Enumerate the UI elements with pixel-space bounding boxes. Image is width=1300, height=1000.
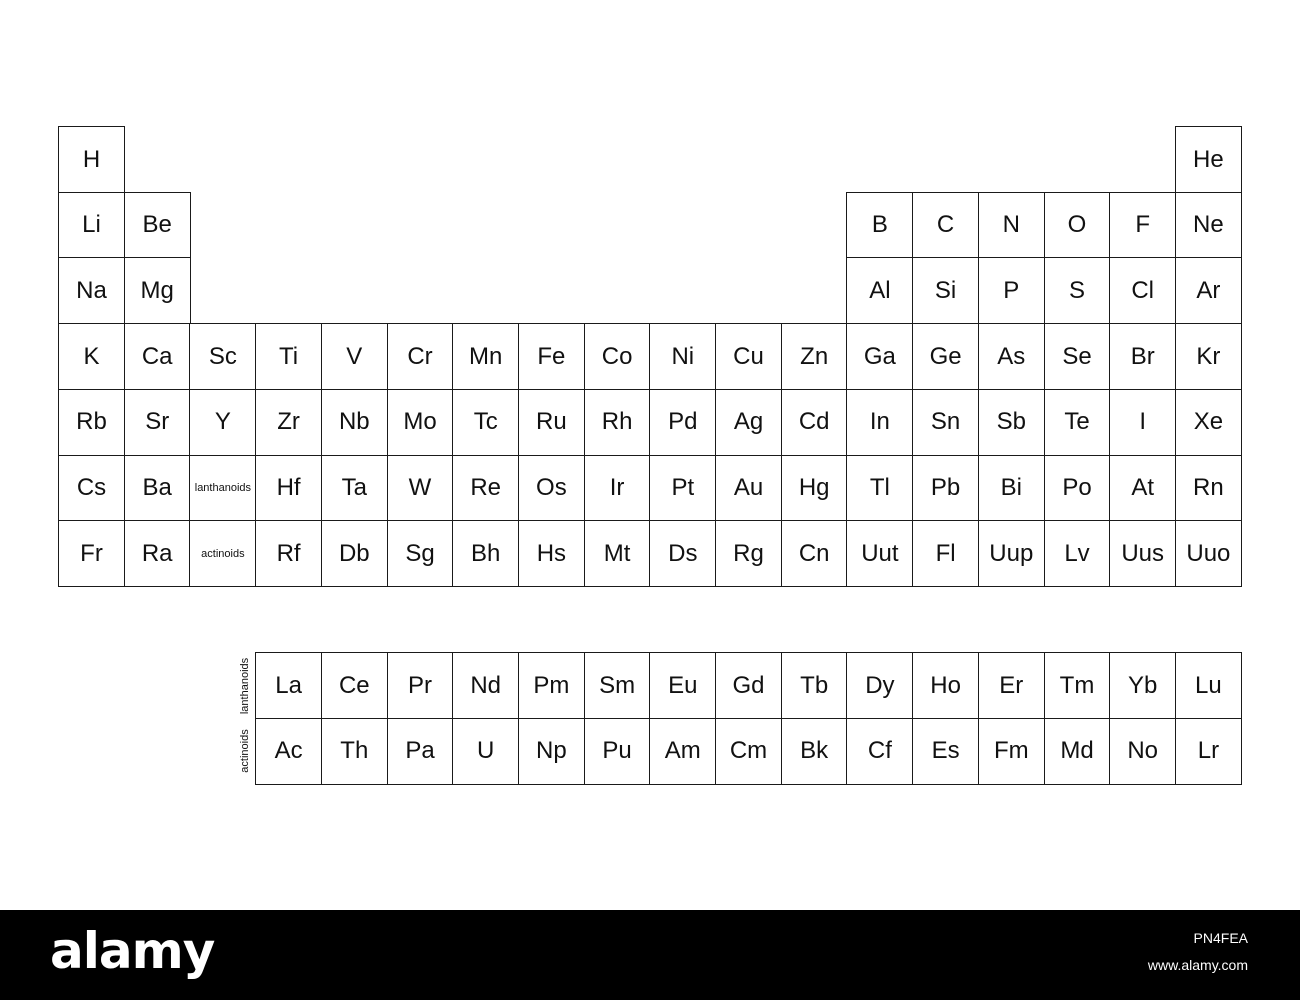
element-th: Th <box>321 718 388 785</box>
element-hg: Hg <box>781 455 848 522</box>
element-o: O <box>1044 192 1111 259</box>
element-ar: Ar <box>1175 257 1242 324</box>
element-nb: Nb <box>321 389 388 456</box>
element-be: Be <box>124 192 191 259</box>
element-re: Re <box>452 455 519 522</box>
f-block-label-actinoids: actinoids <box>239 729 252 773</box>
element-uup: Uup <box>978 520 1045 587</box>
element-cn: Cn <box>781 520 848 587</box>
element-zr: Zr <box>255 389 322 456</box>
element-mn: Mn <box>452 323 519 390</box>
element-ta: Ta <box>321 455 388 522</box>
element-nd: Nd <box>452 652 519 719</box>
element-lr: Lr <box>1175 718 1242 785</box>
element-au: Au <box>715 455 782 522</box>
element-mo: Mo <box>387 389 454 456</box>
element-al: Al <box>846 257 913 324</box>
element-ac: Ac <box>255 718 322 785</box>
watermark-footer <box>0 910 1300 1000</box>
element-ag: Ag <box>715 389 782 456</box>
element-li: Li <box>58 192 125 259</box>
element-at: At <box>1109 455 1176 522</box>
element-w: W <box>387 455 454 522</box>
element-br: Br <box>1109 323 1176 390</box>
element-s: S <box>1044 257 1111 324</box>
element-rb: Rb <box>58 389 125 456</box>
element-ra: Ra <box>124 520 191 587</box>
element-in: In <box>846 389 913 456</box>
element-cs: Cs <box>58 455 125 522</box>
element-am: Am <box>649 718 716 785</box>
element-no: No <box>1109 718 1176 785</box>
element-ni: Ni <box>649 323 716 390</box>
element-rf: Rf <box>255 520 322 587</box>
element-sc: Sc <box>189 323 256 390</box>
element-ge: Ge <box>912 323 979 390</box>
placeholder-actinoids: actinoids <box>189 520 256 587</box>
element-bi: Bi <box>978 455 1045 522</box>
element-ga: Ga <box>846 323 913 390</box>
element-dy: Dy <box>846 652 913 719</box>
element-ce: Ce <box>321 652 388 719</box>
element-yb: Yb <box>1109 652 1176 719</box>
element-cd: Cd <box>781 389 848 456</box>
placeholder-lanthanoids: lanthanoids <box>189 455 256 522</box>
element-ne: Ne <box>1175 192 1242 259</box>
element-db: Db <box>321 520 388 587</box>
element-mg: Mg <box>124 257 191 324</box>
element-mt: Mt <box>584 520 651 587</box>
element-y: Y <box>189 389 256 456</box>
element-k: K <box>58 323 125 390</box>
element-kr: Kr <box>1175 323 1242 390</box>
element-te: Te <box>1044 389 1111 456</box>
alamy-logo: alamy <box>50 922 215 980</box>
element-ca: Ca <box>124 323 191 390</box>
element-ho: Ho <box>912 652 979 719</box>
element-sr: Sr <box>124 389 191 456</box>
element-rh: Rh <box>584 389 651 456</box>
element-hs: Hs <box>518 520 585 587</box>
element-as: As <box>978 323 1045 390</box>
element-fl: Fl <box>912 520 979 587</box>
element-pm: Pm <box>518 652 585 719</box>
element-cr: Cr <box>387 323 454 390</box>
element-bh: Bh <box>452 520 519 587</box>
element-tc: Tc <box>452 389 519 456</box>
element-hf: Hf <box>255 455 322 522</box>
element-si: Si <box>912 257 979 324</box>
image-id: PN4FEA <box>1193 930 1248 946</box>
element-se: Se <box>1044 323 1111 390</box>
element-ds: Ds <box>649 520 716 587</box>
element-f: F <box>1109 192 1176 259</box>
element-po: Po <box>1044 455 1111 522</box>
element-zn: Zn <box>781 323 848 390</box>
element-ru: Ru <box>518 389 585 456</box>
element-cu: Cu <box>715 323 782 390</box>
element-eu: Eu <box>649 652 716 719</box>
element-pb: Pb <box>912 455 979 522</box>
element-ti: Ti <box>255 323 322 390</box>
element-bk: Bk <box>781 718 848 785</box>
element-n: N <box>978 192 1045 259</box>
element-na: Na <box>58 257 125 324</box>
element-rg: Rg <box>715 520 782 587</box>
element-fm: Fm <box>978 718 1045 785</box>
element-tl: Tl <box>846 455 913 522</box>
element-gd: Gd <box>715 652 782 719</box>
element-la: La <box>255 652 322 719</box>
element-ir: Ir <box>584 455 651 522</box>
element-xe: Xe <box>1175 389 1242 456</box>
element-pu: Pu <box>584 718 651 785</box>
element-ba: Ba <box>124 455 191 522</box>
element-c: C <box>912 192 979 259</box>
element-p: P <box>978 257 1045 324</box>
element-pt: Pt <box>649 455 716 522</box>
f-block-label-lanthanoids: lanthanoids <box>239 657 252 714</box>
element-b: B <box>846 192 913 259</box>
element-uuo: Uuo <box>1175 520 1242 587</box>
element-u: U <box>452 718 519 785</box>
element-h: H <box>58 126 125 193</box>
element-uut: Uut <box>846 520 913 587</box>
footer-url: www.alamy.com <box>1147 957 1248 973</box>
element-sn: Sn <box>912 389 979 456</box>
element-md: Md <box>1044 718 1111 785</box>
element-np: Np <box>518 718 585 785</box>
element-cl: Cl <box>1109 257 1176 324</box>
element-sg: Sg <box>387 520 454 587</box>
element-fe: Fe <box>518 323 585 390</box>
element-i: I <box>1109 389 1176 456</box>
element-pa: Pa <box>387 718 454 785</box>
element-es: Es <box>912 718 979 785</box>
element-v: V <box>321 323 388 390</box>
element-lv: Lv <box>1044 520 1111 587</box>
element-cf: Cf <box>846 718 913 785</box>
element-uus: Uus <box>1109 520 1176 587</box>
element-co: Co <box>584 323 651 390</box>
element-sb: Sb <box>978 389 1045 456</box>
element-pr: Pr <box>387 652 454 719</box>
element-sm: Sm <box>584 652 651 719</box>
element-cm: Cm <box>715 718 782 785</box>
element-tb: Tb <box>781 652 848 719</box>
element-pd: Pd <box>649 389 716 456</box>
element-tm: Tm <box>1044 652 1111 719</box>
element-er: Er <box>978 652 1045 719</box>
element-lu: Lu <box>1175 652 1242 719</box>
element-fr: Fr <box>58 520 125 587</box>
element-rn: Rn <box>1175 455 1242 522</box>
element-os: Os <box>518 455 585 522</box>
element-he: He <box>1175 126 1242 193</box>
